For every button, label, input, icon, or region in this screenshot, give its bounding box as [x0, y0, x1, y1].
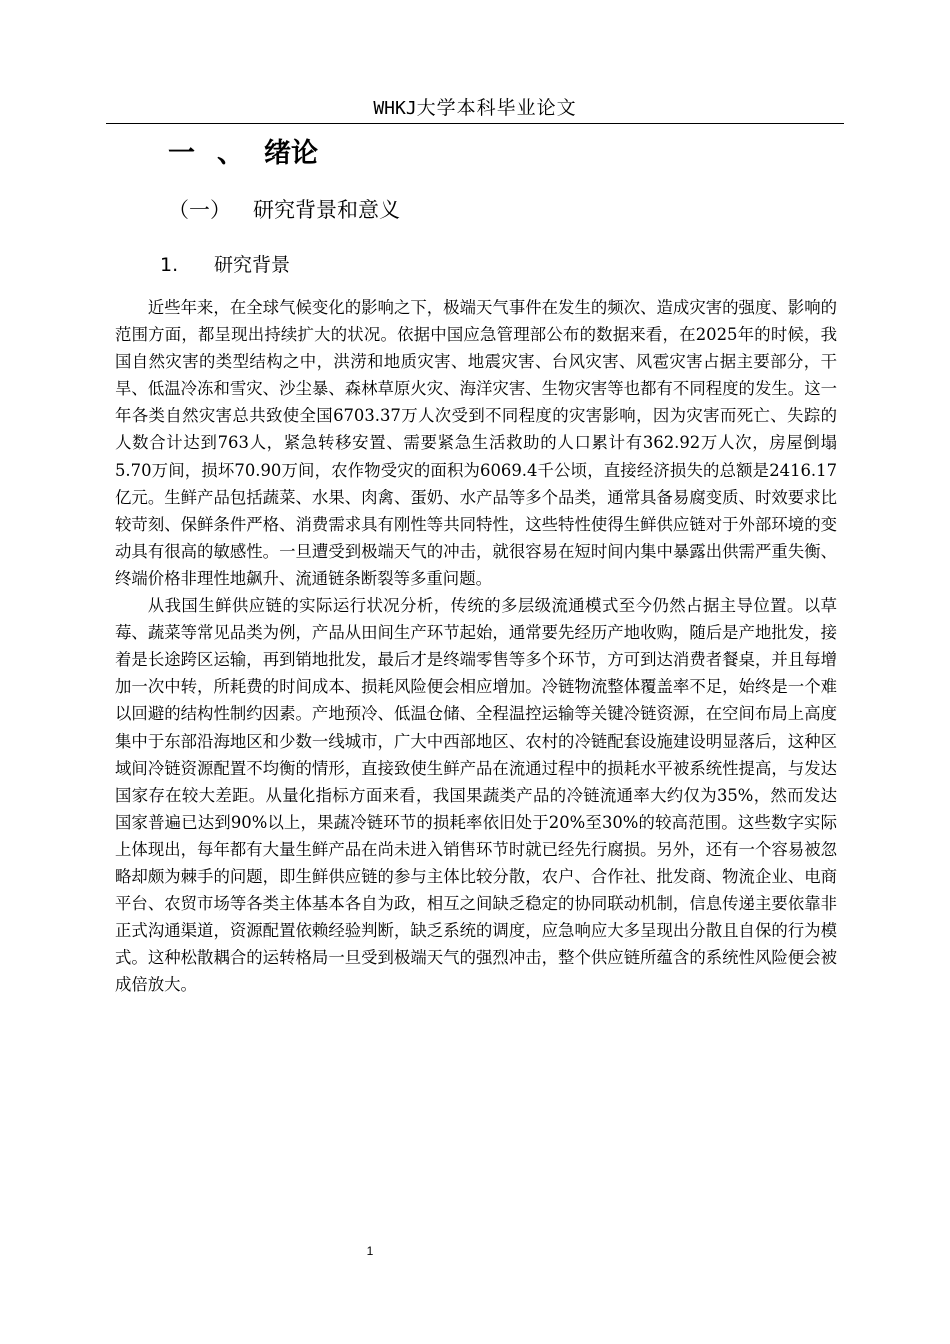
section-heading: [168, 193, 400, 227]
chapter-heading: [168, 134, 318, 174]
section-number: （一）: [168, 198, 231, 222]
subsection-title: 研究背景: [214, 254, 291, 276]
chapter-number: 一: [168, 138, 195, 169]
subsection-number: 1.: [160, 254, 179, 276]
subsection-heading: [160, 250, 290, 280]
chapter-separator: 、: [217, 138, 244, 169]
header-title: 大学本科毕业论文: [416, 97, 577, 119]
section-title: 研究背景和意义: [253, 198, 400, 222]
header-abbreviation: WHKJ: [373, 98, 417, 119]
paragraph-2: 从我国生鲜供应链的实际运行状况分析，传统的多层级流通模式至今仍然占据主导位置。以草莓、蔬菜等常见品类为例，产品从田间生产环节起始，通常要先经历产地收购，随后是产地批发，接着是长途跨区运输，再到销地批发，最后才是终端零售等多个环节，方可到达消费者餐桌，并且每增加一次中转，所耗费的时间成本、损耗风险便会相应增加。冷链物流整体覆盖率不足，始终是一个难以回避的结构性制约因素。产地预冷、低温仓储、全程温控运输等关键冷链资源，在空间布局上高度集中于东部沿海地区和少数一线城市，广大中西部地区、农村的冷链配套设施建设明显落后，这种区域间冷链资源配置不均衡的情形，直接致使生鲜产品在流通过程中的损耗水平被系统性提高，与发达国家存在较大差距。从量化指标方面来看，我国果蔬类产品的冷链流通率大约仅为35%，然而发达国家普遍已达到90%以上，果蔬冷链环节的损耗率依旧处于20%至30%的较高范围。这些数字实际上体现出，每年都有大量生鲜产品在尚未进入销售环节时就已经先行腐损。另外，还有一个容易被忽略却颇为棘手的问题，即生鲜供应链的参与主体比较分散，农户、合作社、批发商、物流企业、电商平台、农贸市场等各类主体基本各自为政，相互之间缺乏稳定的协同联动机制，信息传递主要依靠非正式沟通渠道，资源配置依赖经验判断，缺乏系统的调度，应急响应大多呈现出分散且自保的行为模式。这种松散耦合的运转格局一旦受到极端天气的强烈冲击，整个供应链所蕴含的系统性风险便会被成倍放大。: [115, 596, 837, 995]
paragraph-1: 近些年来，在全球气候变化的影响之下，极端天气事件在发生的频次、造成灾害的强度、影响的范围方面，都呈现出持续扩大的状况。依据中国应急管理部公布的数据来看，在2025年的时候，我国自然灾害的类型结构之中，洪涝和地质灾害、地震灾害、台风灾害、风雹灾害占据主要部分，干旱、低温冷冻和雪灾、沙尘暴、森林草原火灾、海洋灾害、生物灾害等也都有不同程度的发生。这一年各类自然灾害总共致使全国6703.37万人次受到不同程度的灾害影响，因为灾害而死亡、失踪的人数合计达到763人，紧急转移安置、需要紧急生活救助的人口累计有362.92万人次，房屋倒塌5.70万间，损坏70.90万间，农作物受灾的面积为6069.4千公顷，直接经济损失的总额是2416.17亿元。生鲜产品包括蔬菜、水果、肉禽、蛋奶、水产品等多个品类，通常具备易腐变质、时效要求比较苛刻、保鲜条件严格、消费需求具有刚性等共同特性，这些特性使得生鲜供应链对于外部环境的变动具有很高的敏感性。一旦遭受到极端天气的冲击，就很容易在短时间内集中暴露出供需严重失衡、终端价格非理性地飙升、流通链条断裂等多重问题。: [115, 298, 837, 588]
body-text: [115, 294, 837, 998]
running-header: [106, 93, 844, 123]
chapter-title: 绪论: [264, 138, 318, 169]
page-number: 1: [366, 1244, 374, 1258]
header-divider: [106, 123, 844, 124]
